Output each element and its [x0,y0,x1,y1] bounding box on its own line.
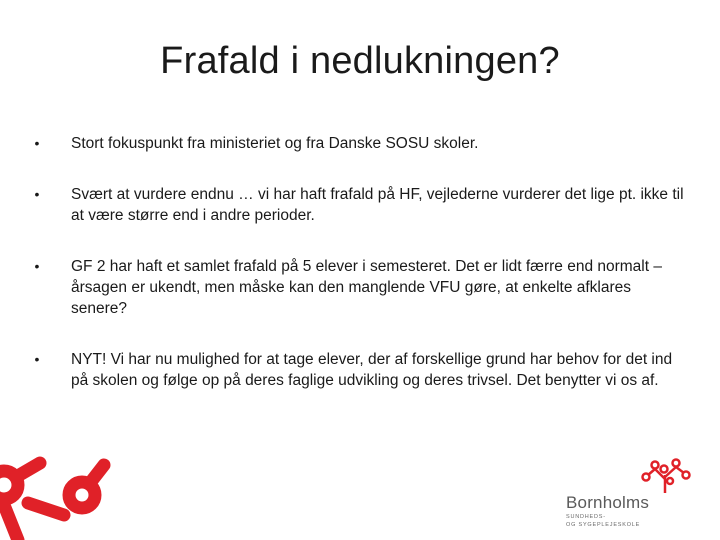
logo-tree-icon [560,455,710,495]
bullet-item [30,133,690,154]
bullet-text: Svært at vurdere endnu … vi har haft frafald på HF, vejlederne vurderer det lige pt. ikke til at være større end i andre perioder. [71,186,684,224]
bullet-item [30,349,690,391]
bullet-dot-icon: • [34,135,40,151]
slide-title: Frafald i nedlukningen? [160,40,560,82]
bullet-dot-icon: • [34,258,40,274]
bullet-text: GF 2 har haft et samlet frafald på 5 elever i semesteret. Det er lidt færre end normalt – årsagen er ukendt, men måske kan den manglende VFU gøre, at enkelte afklares senere? [71,258,662,317]
bullet-text: Stort fokuspunkt fra ministeriet og fra Danske SOSU skoler. [71,135,479,152]
bullet-dot-icon: • [34,186,40,202]
logo-name: Bornholms [566,493,650,512]
bullet-text: NYT! Vi har nu mulighed for at tage elever, der af forskellige grund har behov for det ind på skolen og følge op på deres faglige udvikling og deres trivsel. Det benytter vi os af. [71,351,673,389]
bullet-item [30,184,690,226]
red-molecule-graphic-icon [0,455,120,540]
bullet-dot-icon: • [34,351,40,367]
bullet-list [30,133,690,391]
logo-subtitle: SUNDHEDS- OG SYGEPLEJESKOLE [566,514,641,528]
school-logo [560,455,710,540]
bullet-item [30,256,690,319]
